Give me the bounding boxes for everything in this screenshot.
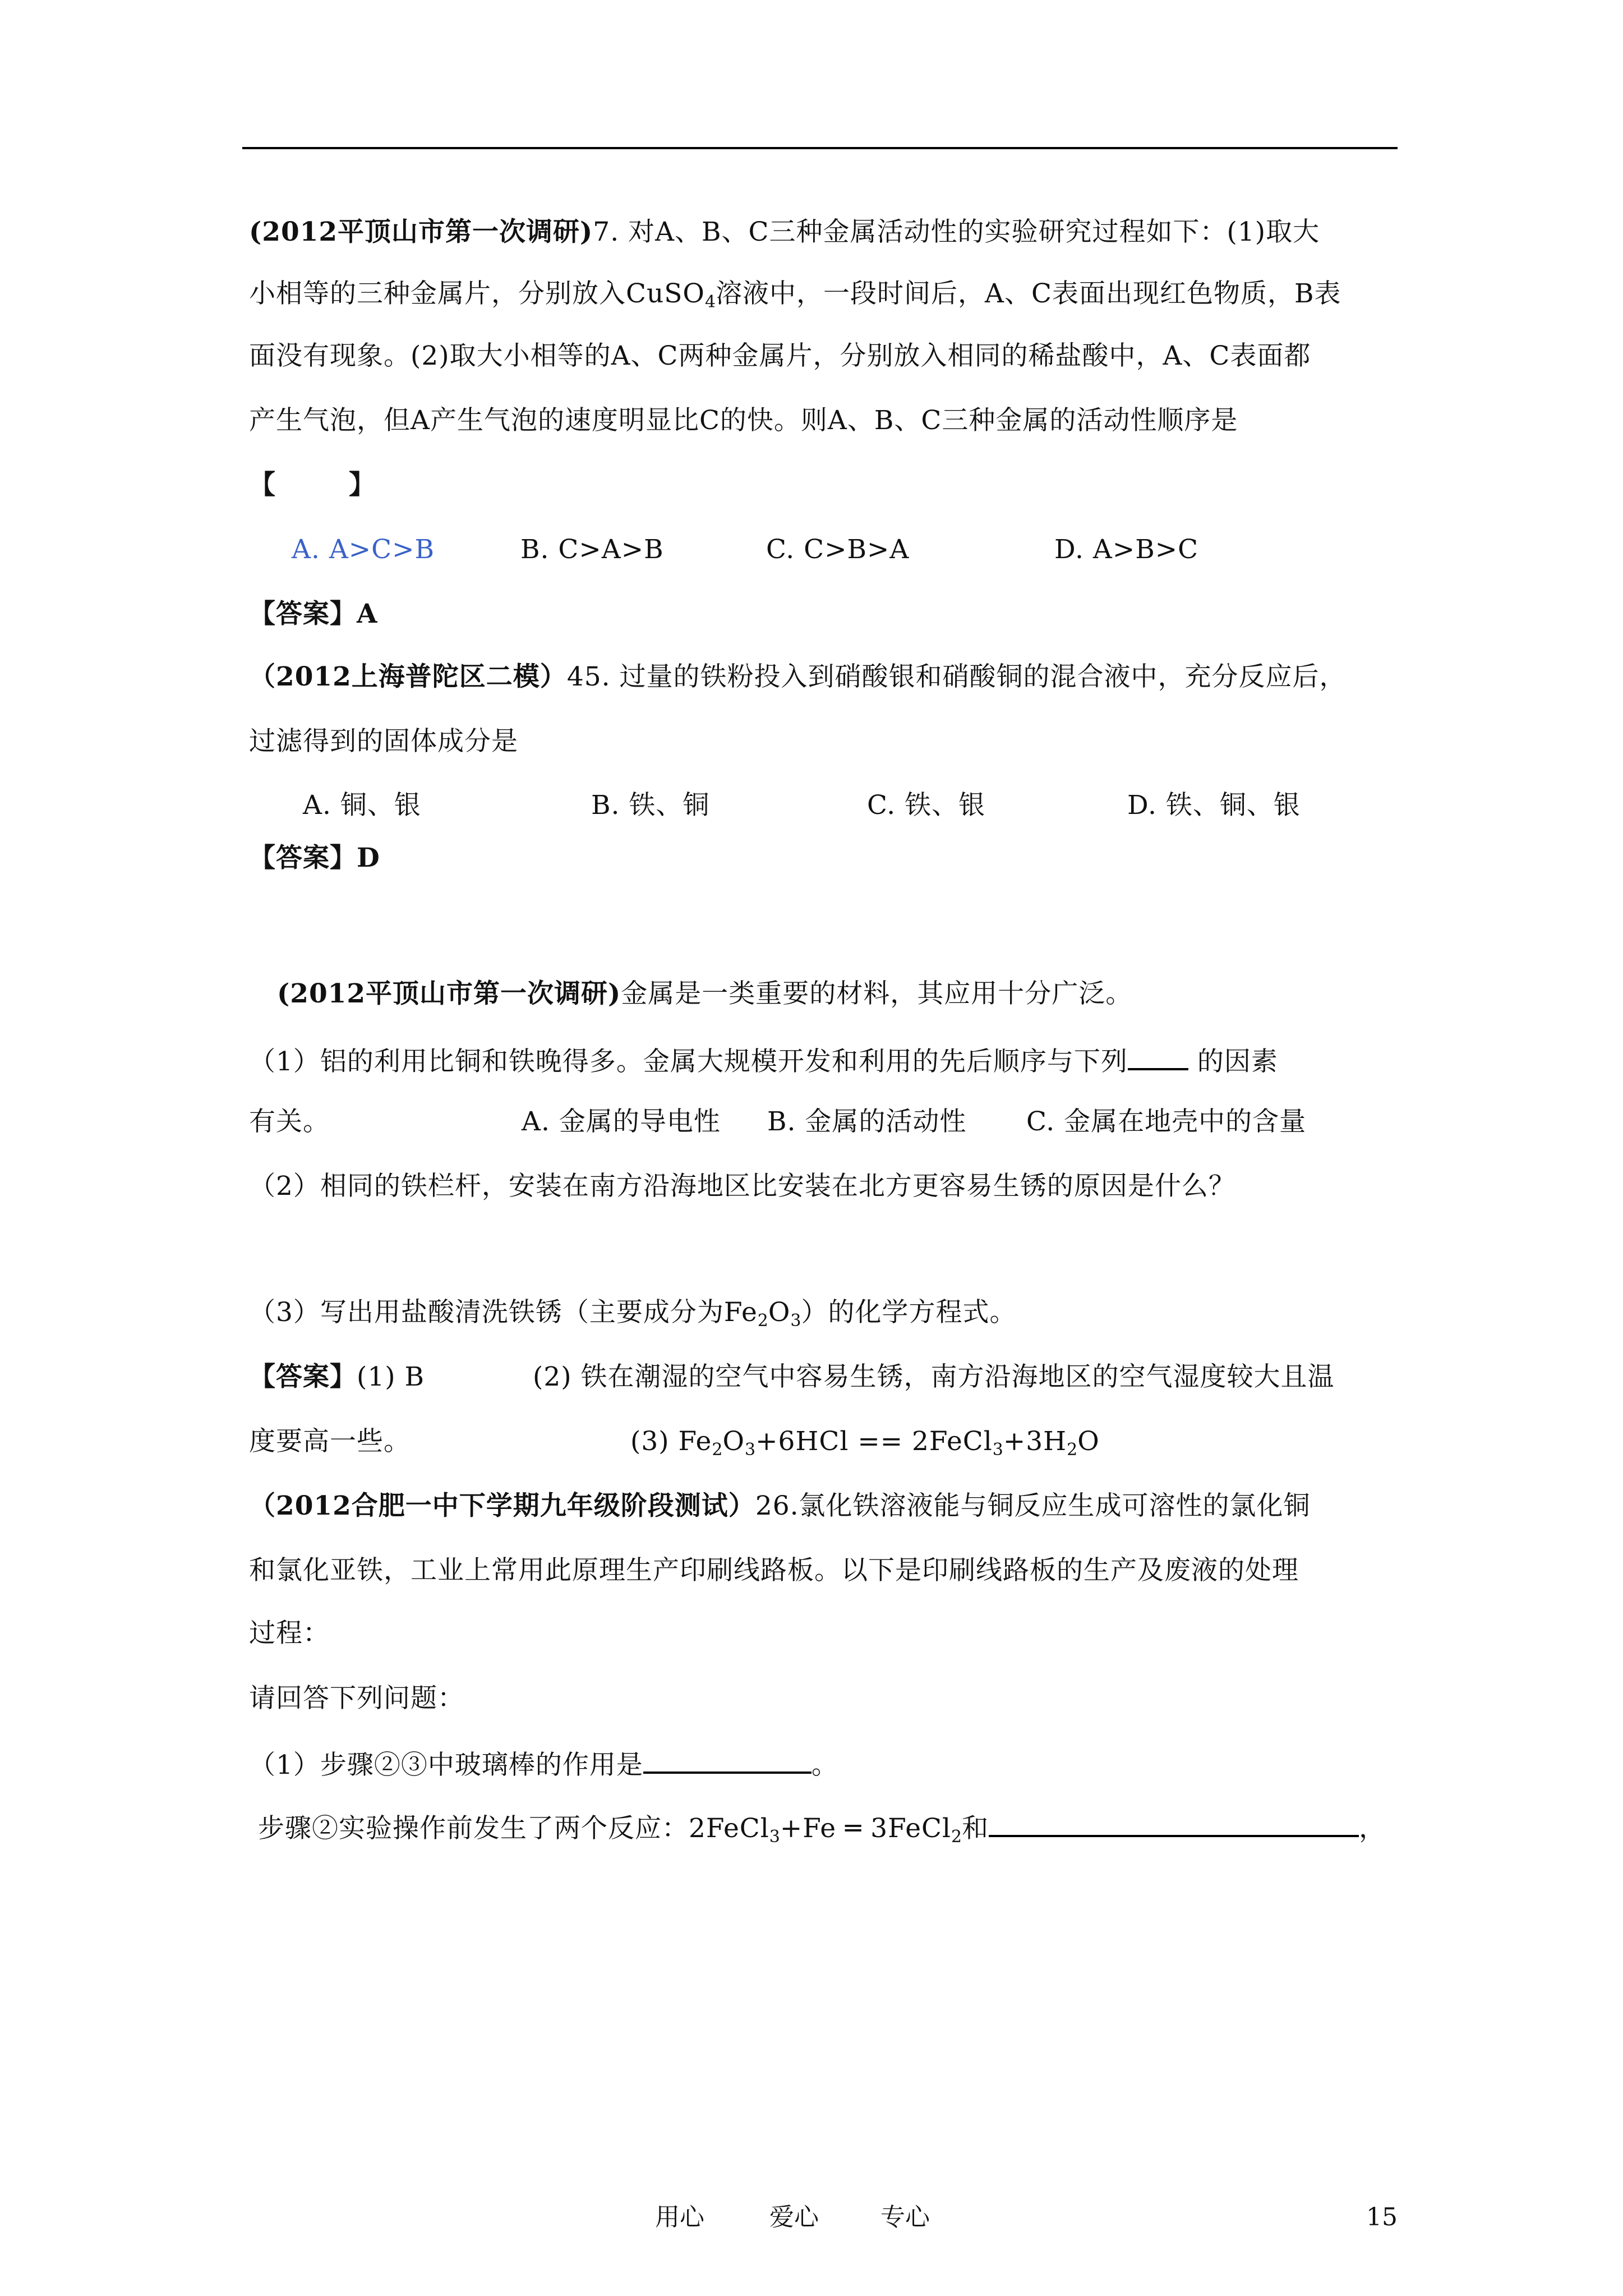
q3-part-1: （1）铝的利用比铜和铁晚得多。金属大规模开发和利用的先后顺序与下列 的因素 <box>249 1042 1278 1079</box>
q2-source: （2012上海普陀区二模） <box>249 661 567 692</box>
q1-line-2: 小相等的三种金属片，分别放入CuSO$_4$溶液中，一段时间后，A、C表面出现红色物质，B表 <box>249 278 1341 312</box>
q1-option-b: B. C>A>B <box>520 534 664 565</box>
q1-line-1 <box>249 215 1320 249</box>
q1-option-a: A. A>C>B <box>292 534 435 565</box>
q2-option-d: D. 铁、铜、银 <box>1127 790 1301 821</box>
q3-answer-3: (3) $Fe_2O_3+6HCl$ == $2FeCl_3+3H_2O$ <box>630 1426 1100 1460</box>
q3-part-1-line-2: 有关。 <box>249 1106 330 1137</box>
q2-answer: 【答案】D <box>249 843 380 873</box>
q1-line-4: 产生气泡，但A产生气泡的速度明显比C的快。则A、B、C三种金属的活动性顺序是 <box>249 405 1238 436</box>
q2-option-c: C. 铁、银 <box>867 790 986 821</box>
header-rule <box>242 147 1398 149</box>
q1-option-c: C. C>B>A <box>766 534 910 565</box>
fill-blank <box>989 1809 1359 1837</box>
footer-text-2: 爱心 <box>769 2203 819 2231</box>
q4-line-3: 过程： <box>249 1618 330 1649</box>
fill-blank <box>1128 1042 1188 1070</box>
q4-line-1: （2012合肥一中下学期九年级阶段测试）26.氯化铁溶液能与铜反应生成可溶性的氯化铜 <box>249 1490 1311 1521</box>
q1-line-3: 面没有现象。(2)取大小相等的A、C两种金属片，分别放入相同的稀盐酸中，A、C表面都 <box>249 341 1311 371</box>
q4-part-1: （1）步骤②③中玻璃棒的作用是 。 <box>249 1746 838 1782</box>
answer-bracket: 【 】 <box>249 470 376 500</box>
q2-option-a: A. 铜、银 <box>303 790 421 821</box>
q3-answer-2-line-2: 度要高一些。 <box>249 1426 411 1457</box>
q1-stem-1: 7. 对A、B、C三种金属活动性的实验研究过程如下：(1)取大 <box>593 217 1320 247</box>
q3-part-2: （2）相同的铁栏杆，安装在南方沿海地区比安装在北方更容易生锈的原因是什么？ <box>249 1171 1235 1202</box>
q1-source: (2012平顶山市第一次调研) <box>249 217 593 247</box>
q4-line-4: 请回答下列问题： <box>249 1683 464 1714</box>
q3-answer-1: 【答案】(1) B <box>249 1361 425 1392</box>
q3-part-3: （3）写出用盐酸清洗铁锈（主要成分为$Fe_2O_3$）的化学方程式。 <box>249 1297 1017 1331</box>
q2-line-2: 过滤得到的固体成分是 <box>249 726 518 757</box>
q3-option-b: B. 金属的活动性 <box>767 1106 967 1137</box>
q3-answer-2: (2) 铁在潮湿的空气中容易生锈，南方沿海地区的空气湿度较大且温 <box>533 1361 1335 1392</box>
q1-option-d: D. A>B>C <box>1054 534 1199 565</box>
q2-line-1: （2012上海普陀区二模）45. 过量的铁粉投入到硝酸银和硝酸铜的混合液中，充分反应后， <box>249 661 1347 692</box>
q3-source: (2012平顶山市第一次调研) <box>277 978 621 1009</box>
q3-line-1: (2012平顶山市第一次调研)金属是一类重要的材料，其应用十分广泛。 <box>277 978 1133 1009</box>
q4-source: （2012合肥一中下学期九年级阶段测试） <box>249 1490 755 1521</box>
q4-line-2: 和氯化亚铁，工业上常用此原理生产印刷线路板。以下是印刷线路板的生产及废液的处理 <box>249 1555 1299 1586</box>
q3-option-a: A. 金属的导电性 <box>522 1106 721 1137</box>
q2-option-b: B. 铁、铜 <box>591 790 710 821</box>
footer-text-3: 专心 <box>880 2203 930 2231</box>
page-number: 15 <box>1366 2203 1398 2231</box>
footer-text-1: 用心 <box>655 2203 704 2231</box>
q4-part-2: 步骤②实验操作前发生了两个反应：2FeCl$_3$+Fe ═ 3FeCl$_2$和 ， <box>258 1809 1386 1854</box>
q3-option-c: C. 金属在地壳中的含量 <box>1026 1106 1307 1137</box>
q1-answer: 【答案】A <box>249 599 378 629</box>
fill-blank <box>643 1746 811 1774</box>
